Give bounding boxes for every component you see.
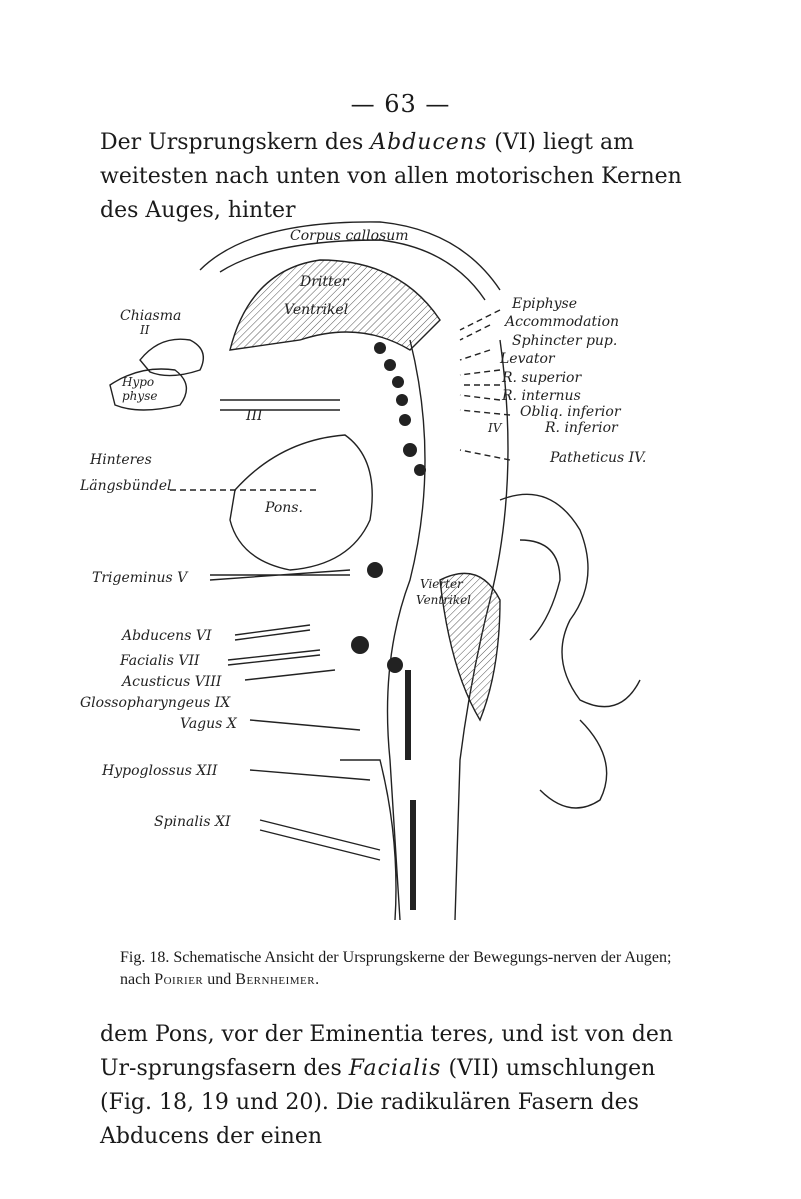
label-accommodation: Accommodation: [505, 314, 620, 330]
label-facialis: Facialis VII: [120, 653, 200, 669]
label-r-internus: R. internus: [502, 388, 581, 404]
nucleus-dot: [403, 443, 417, 457]
nuclei-group: [351, 342, 426, 910]
nucleus-dot: [351, 636, 369, 654]
facialis-root: [228, 650, 320, 665]
nucleus-dot: [374, 342, 386, 354]
nucleus-column: [405, 670, 411, 760]
hypoglossus-root: [250, 770, 370, 780]
label-chiasma-num: II: [140, 323, 150, 337]
brainstem-figure: [80, 200, 720, 940]
top-paragraph-text-1: Der Ursprungskern des: [100, 130, 371, 155]
abducens-root: [235, 625, 310, 640]
label-glossopharyngeus: Glossopharyngeus IX: [80, 695, 231, 711]
bottom-paragraph: [100, 1018, 700, 1154]
acusticus-root: [245, 670, 335, 680]
top-paragraph-abducens: Abducens: [370, 130, 488, 155]
label-dritter: Dritter: [300, 274, 349, 290]
label-obliq-inferior: Obliq. inferior: [520, 404, 621, 420]
label-physe: physe: [122, 389, 158, 403]
caption-and: und: [203, 971, 236, 988]
label-abducens: Abducens VI: [122, 628, 212, 644]
bottom-paragraph-text-2: (VII) umschlungen (Fig. 18, 19 und 20). Die radikulären Fasern des Abducens der einen: [100, 1056, 656, 1149]
nerve-III-root: [220, 400, 340, 410]
label-ventrikel: Ventrikel: [284, 302, 349, 318]
label-hypo: Hypo: [122, 375, 155, 389]
trigeminus-root: [210, 570, 350, 580]
label-vagus: Vagus X: [180, 716, 237, 732]
nucleus-dot: [399, 414, 411, 426]
vagus-root: [250, 720, 360, 730]
caption-author-1: Poirier: [154, 971, 204, 988]
label-pons: Pons.: [265, 500, 303, 516]
label-epiphyse: Epiphyse: [512, 296, 578, 312]
label-vierter-ventrikel: Ventrikel: [416, 593, 472, 607]
figure-caption: [120, 947, 690, 991]
page-number: — 63 —: [350, 90, 451, 118]
caption-prefix: Fig. 18.: [120, 949, 170, 966]
label-hinteres: Hinteres: [90, 452, 152, 468]
bottom-paragraph-facialis: Facialis: [348, 1056, 442, 1081]
cerebellum-outline: [500, 494, 640, 706]
label-r-inferior: R. inferior: [545, 420, 618, 436]
caption-end: .: [315, 971, 320, 988]
caption-author-2: Bernheimer: [235, 971, 316, 988]
label-vierter: Vierter: [420, 577, 463, 591]
nucleus-column: [410, 800, 416, 910]
label-r-superior: R. superior: [502, 370, 582, 386]
label-corpus-callosum: Corpus callosum: [290, 228, 409, 244]
top-paragraph-text-2: (VI) liegt am weitesten nach unten von allen motorischen Kernen des Auges, hinter: [100, 130, 682, 223]
nucleus-dot: [414, 464, 426, 476]
label-chiasma: Chiasma: [120, 308, 182, 324]
label-patheticus: Patheticus IV.: [550, 450, 647, 466]
caption-text: Schematische Ansicht der Ursprungskerne der Bewegungs-nerven der Augen; nach: [120, 949, 672, 988]
label-laengsbuendel: Längsbündel: [80, 478, 172, 494]
brainstem-diagram: [80, 200, 720, 940]
nucleus-dot: [367, 562, 383, 578]
label-trigeminus: Trigeminus V: [92, 570, 188, 586]
nucleus-dot: [392, 376, 404, 388]
bottom-paragraph-text-1: dem Pons, vor der Eminentia teres, und ist von den Ur-sprungsfasern des: [100, 1022, 674, 1081]
nucleus-dot: [396, 394, 408, 406]
nucleus-dot: [387, 657, 403, 673]
label-sphincter: Sphincter pup.: [512, 333, 618, 349]
label-acusticus: Acusticus VIII: [122, 674, 222, 690]
nucleus-dot: [384, 359, 396, 371]
label-num-III: III: [246, 408, 263, 424]
label-num-IV: IV: [488, 421, 502, 435]
label-spinalis: Spinalis XI: [154, 814, 231, 830]
spinalis-root: [260, 820, 380, 860]
label-hypoglossus: Hypoglossus XII: [102, 763, 218, 779]
label-levator: Levator: [500, 351, 555, 367]
